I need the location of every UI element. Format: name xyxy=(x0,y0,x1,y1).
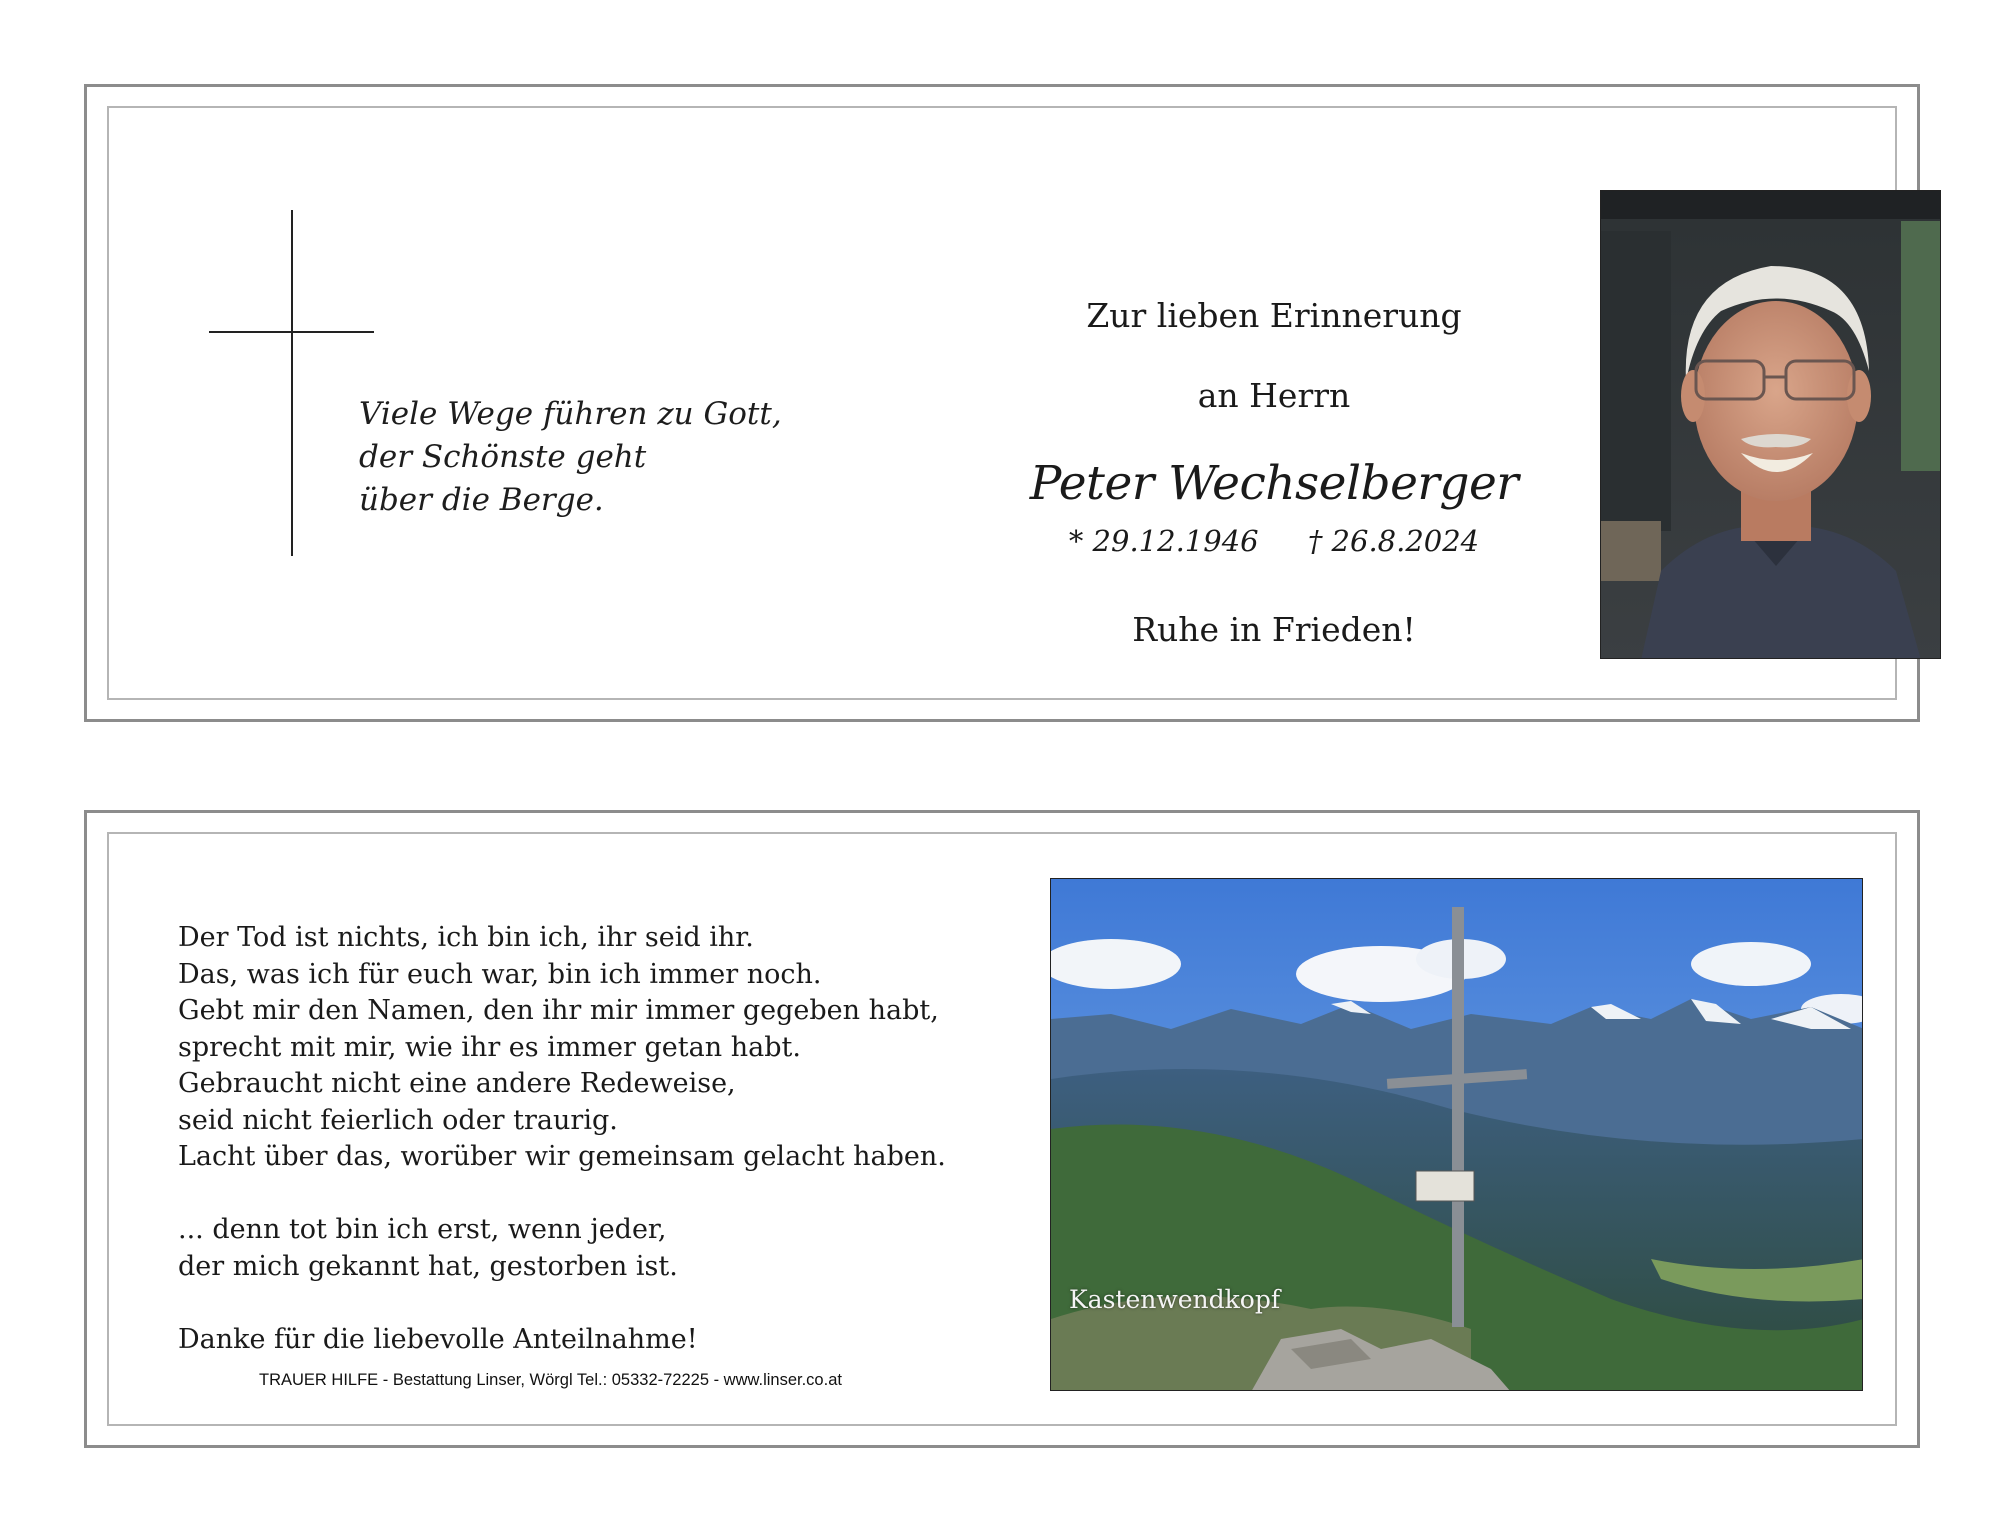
cross-vertical-bar xyxy=(291,210,293,556)
mountain-summit-photo xyxy=(1050,878,1863,1391)
stanza-gap xyxy=(178,1285,998,1322)
poem-line: Das, was ich für euch war, bin ich immer noch. xyxy=(178,958,822,990)
poem-line: Gebt mir den Namen, den ihr mir immer gegeben habt, xyxy=(178,995,939,1026)
farewell-text: Ruhe in Frieden! xyxy=(1132,610,1416,649)
honorific: an Herrn xyxy=(1197,376,1351,415)
stanza-gap xyxy=(178,1176,998,1213)
birth-date: * 29.12.1946 xyxy=(1068,524,1259,558)
poem-line: Der Tod ist nichts, ich bin ich, ihr seid ihr. xyxy=(178,922,754,953)
thanks-line: Danke für die liebevolle Anteilnahme! xyxy=(178,1323,698,1355)
back-card xyxy=(84,810,1920,1448)
life-dates xyxy=(1009,524,1539,558)
back-card-inner-frame xyxy=(107,832,1897,1426)
photo-caption: Kastenwendkopf xyxy=(1069,1285,1281,1314)
motto-line: der Schönste geht xyxy=(359,439,647,475)
front-card-inner-frame xyxy=(107,106,1897,700)
deceased-name: Peter Wechselberger xyxy=(1029,456,1519,511)
front-card xyxy=(84,84,1920,722)
motto-verse xyxy=(359,393,919,522)
funeral-home-footer: TRAUER HILFE - Bestattung Linser, Wörgl Tel.: 05332-72225 - www.linser.co.at xyxy=(259,1371,842,1389)
cross-horizontal-bar xyxy=(209,331,374,333)
closing-line: der mich gekannt hat, gestorben ist. xyxy=(178,1250,678,1282)
poem-line: seid nicht feierlich oder traurig. xyxy=(178,1104,618,1136)
memory-heading: Zur lieben Erinnerung xyxy=(1086,296,1462,335)
farewell-poem xyxy=(178,920,998,1358)
poem-line: Gebraucht nicht eine andere Redeweise, xyxy=(178,1068,736,1099)
motto-line: Viele Wege führen zu Gott, xyxy=(359,396,782,432)
poem-line: sprecht mit mir, wie ihr es immer getan habt. xyxy=(178,1031,801,1063)
closing-line: ... denn tot bin ich erst, wenn jeder, xyxy=(178,1214,667,1245)
motto-line: über die Berge. xyxy=(359,482,604,518)
poem-line: Lacht über das, worüber wir gemeinsam gelacht haben. xyxy=(178,1141,946,1172)
death-date: † 26.8.2024 xyxy=(1307,524,1480,558)
portrait-photo xyxy=(1600,190,1941,659)
